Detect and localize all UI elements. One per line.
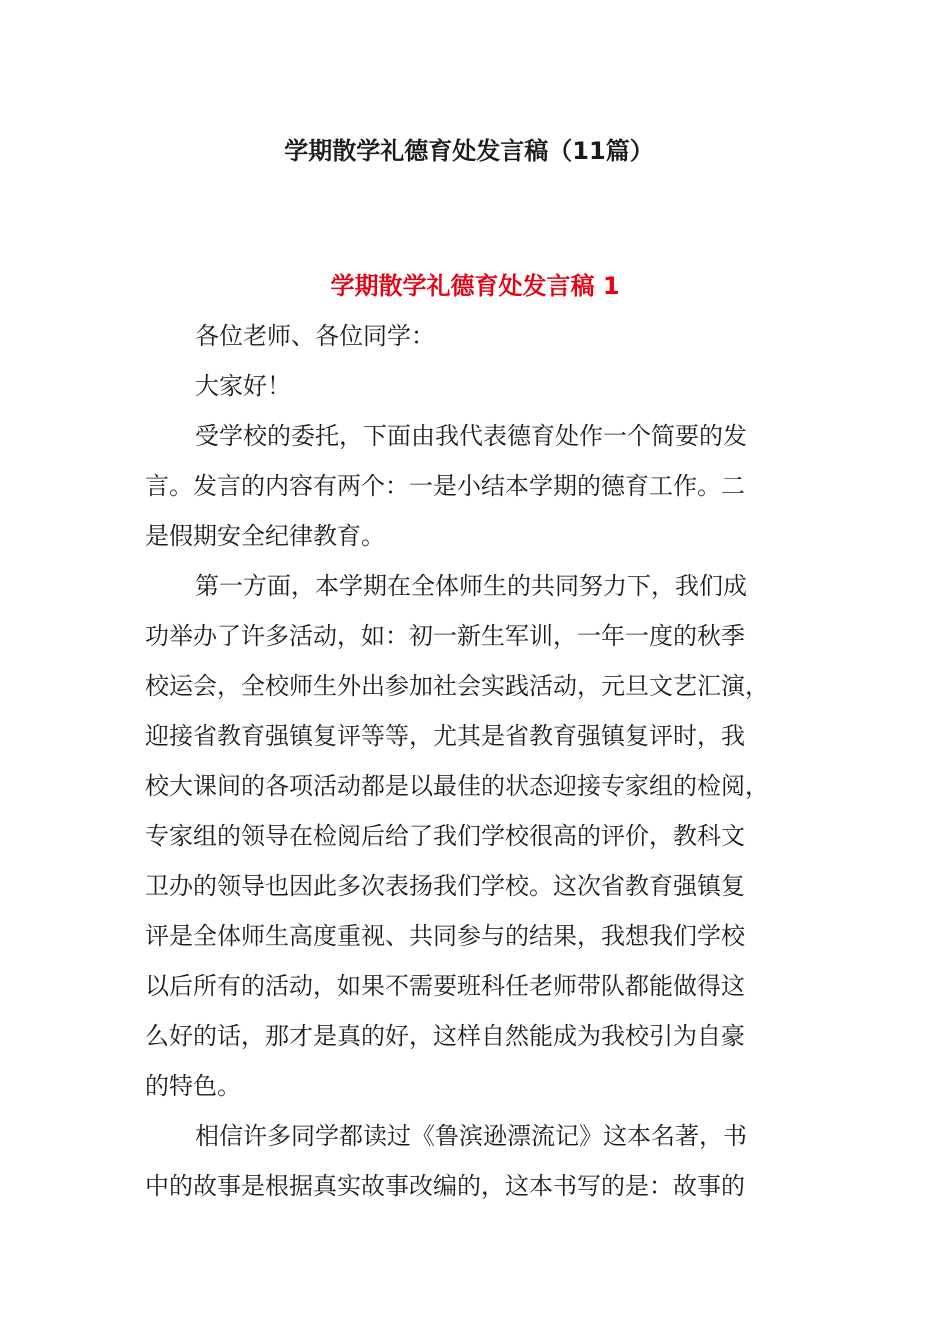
paragraph-line: 第一方面，本学期在全体师生的共同努力下，我们成 xyxy=(195,572,747,600)
paragraph-greeting xyxy=(145,311,807,361)
paragraph-line: 大家好！ xyxy=(195,372,291,400)
paragraph-line: 言。发言的内容有两个：一是小结本学期的德育工作。二 xyxy=(145,472,745,500)
paragraph-line: 校运会，全校师生外出参加社会实践活动，元旦文艺汇演， xyxy=(145,672,769,700)
paragraph-line: 专家组的领导在检阅后给了我们学校很高的评价，教科文 xyxy=(145,822,745,850)
paragraph-line: 的特色。 xyxy=(145,1072,241,1100)
document-title: 学期散学礼德育处发言稿（11篇） xyxy=(284,137,654,165)
section-heading: 学期散学礼德育处发言稿 1 xyxy=(330,272,620,300)
paragraph-line: 相信许多同学都读过《鲁滨逊漂流记》这本名著，书 xyxy=(195,1122,747,1150)
paragraph-first-aspect xyxy=(145,561,807,1111)
paragraph-line: 么好的话，那才是真的好，这样自然能成为我校引为自豪 xyxy=(145,1022,745,1050)
document-body xyxy=(145,311,807,1211)
paragraph-line: 评是全体师生高度重视、共同参与的结果，我想我们学校 xyxy=(145,922,745,950)
paragraph-line: 受学校的委托，下面由我代表德育处作一个简要的发 xyxy=(195,422,747,450)
paragraph-intro xyxy=(145,411,807,561)
paragraph-line: 卫办的领导也因此多次表扬我们学校。这次省教育强镇复 xyxy=(145,872,745,900)
paragraph-line: 以后所有的活动，如果不需要班科任老师带队都能做得这 xyxy=(145,972,745,1000)
paragraph-line: 各位老师、各位同学： xyxy=(195,322,435,350)
paragraph-hello xyxy=(145,361,807,411)
paragraph-line: 功举办了许多活动，如：初一新生军训，一年一度的秋季 xyxy=(145,622,745,650)
paragraph-robinson xyxy=(145,1111,807,1211)
paragraph-line: 中的故事是根据真实故事改编的，这本书写的是：故事的 xyxy=(145,1172,745,1200)
paragraph-line: 是假期安全纪律教育。 xyxy=(145,522,385,550)
paragraph-line: 迎接省教育强镇复评等等，尤其是省教育强镇复评时，我 xyxy=(145,722,745,750)
paragraph-line: 校大课间的各项活动都是以最佳的状态迎接专家组的检阅， xyxy=(145,772,769,800)
